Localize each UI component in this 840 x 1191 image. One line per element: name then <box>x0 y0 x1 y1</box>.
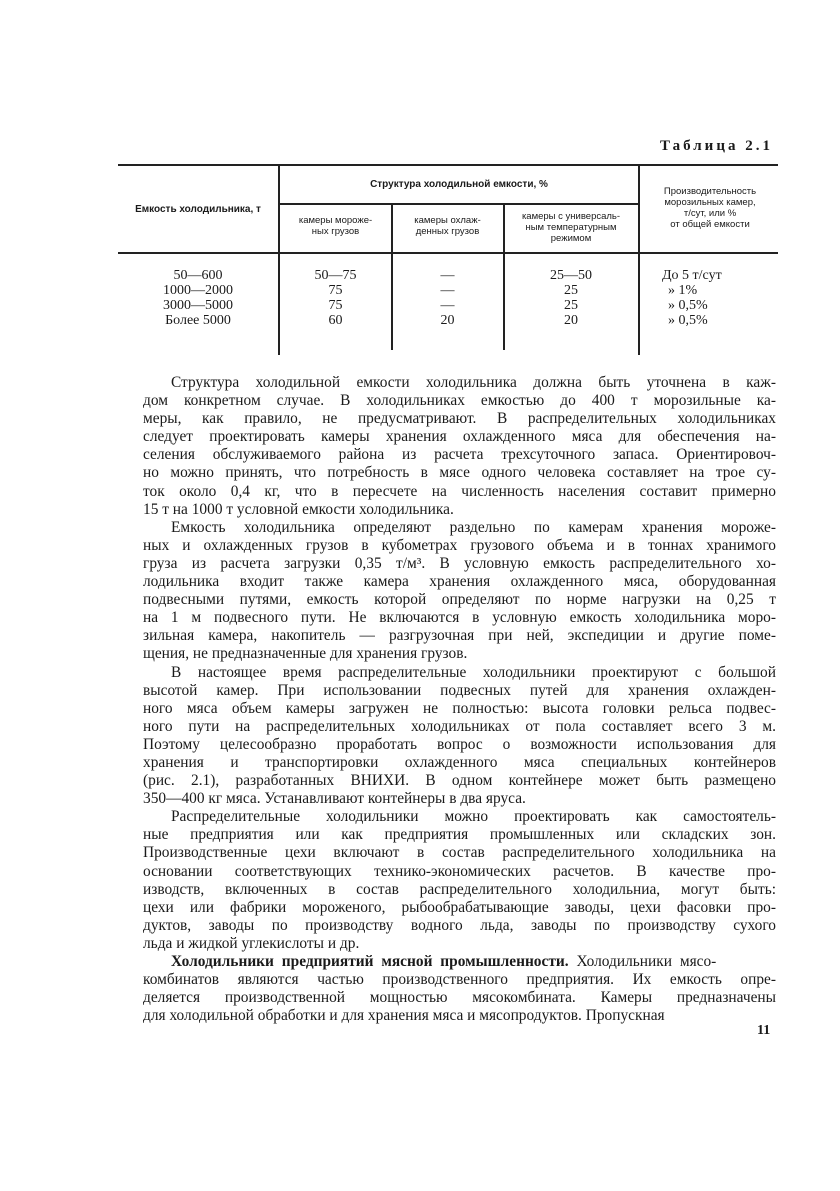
table-top-rule <box>118 164 778 166</box>
cell-chilled: — <box>440 298 455 313</box>
cell-universal: 25 <box>564 283 578 298</box>
paragraph <box>143 374 776 519</box>
text-line: ные предприятия или как предприятия промышленных или складских зон. <box>143 826 776 844</box>
cell-productivity: » 0,5% <box>668 298 708 313</box>
cell-universal: 25 <box>564 298 578 313</box>
text-line: высотой камер. При использовании подвесных путей для хранения охлажден- <box>143 681 776 699</box>
cell-frozen: 75 <box>328 283 343 298</box>
header-universal: камеры с универсаль- ным температурным режимом <box>521 211 621 244</box>
cell-capacity: 1000—2000 <box>163 283 233 298</box>
table-row <box>118 268 780 283</box>
text-line: льда и жидкой углекислоты и др. <box>143 934 360 952</box>
text-line: Структура холодильной емкости холодильника должна быть уточнена в каж- <box>171 374 776 391</box>
text-line: ного пути на распределительных холодильниках от пола составляет всего 3 м. <box>143 717 776 735</box>
paragraph <box>143 664 776 809</box>
text-line: комбинатов являются частью производственного предприятия. Их емкость опре- <box>143 971 776 989</box>
text-line: груза из расчета загрузки 0,35 т/м³. В условную емкость распределительного хо- <box>143 554 776 572</box>
paragraph <box>143 519 776 664</box>
body-text <box>143 374 776 1025</box>
text-line: подвесными путями, емкость которой определяют по норме нагрузки на 0,25 т <box>143 591 776 609</box>
header-capacity: Емкость холодильника, т <box>135 204 261 215</box>
text-line: меры, как правило, не предусматривают. В распределительных холодильниках <box>143 410 776 428</box>
cell-chilled: 20 <box>440 313 455 328</box>
text-line: на 1 м подвесного пути. Не включаются в условную емкость холодильника моро- <box>143 609 776 627</box>
text-line: но можно принять, что потребность в мясе одного человека составляет на трое су- <box>143 464 776 482</box>
text-line: лодильника входит также камера хранения охлажденного мяса, оборудованная <box>143 573 776 591</box>
text-line: Распределительные холодильники можно проектировать как самостоятель- <box>171 808 776 826</box>
cell-capacity: 3000—5000 <box>163 298 233 313</box>
text-run: Холодильники мясо- <box>568 953 717 970</box>
cell-capacity: 50—600 <box>173 268 223 283</box>
text-line: щения, не предназначенные для хранения грузов. <box>143 645 468 663</box>
text-line: ток около 0,4 кг, что в пересчете на численность населения составит примерно <box>143 482 776 500</box>
text-line: 350—400 кг мяса. Устанавливают контейнеры в два яруса. <box>143 790 526 808</box>
text-line: (рис. 2.1), разработанных ВНИХИ. В одном контейнере может быть размещено <box>143 772 776 790</box>
text-line: Поэтому целесообразно проработать вопрос о возможности использования для <box>143 735 776 753</box>
text-line: деляется производственной мощностью мясокомбината. Камеры предназначены <box>143 989 776 1007</box>
table-body <box>118 268 780 328</box>
cell-universal: 25—50 <box>550 268 592 283</box>
text-line: ных и охлажденных грузов в кубометрах грузового объема и в тоннах хранимого <box>143 536 776 554</box>
text-line: Емкость холодильника определяют раздельно по камерам хранения мороже- <box>171 518 776 536</box>
text-line: ного мяса объем камеры загружен не полностью: высота головки рельса подвес- <box>143 699 776 717</box>
text-line: основании соответствующих технико-экономических расчетов. В качестве про- <box>143 862 776 880</box>
text-line: изводств, включенных в состав распределительного холодильниа, могут быть: <box>143 880 776 898</box>
cell-frozen: 60 <box>328 313 343 328</box>
header-structure: Структура холодильной емкости, % <box>370 179 548 190</box>
text-line: следует проектировать камеры хранения охлажденного мяса для обеспечения на- <box>143 428 776 446</box>
header-productivity: Производительность морозильных камер, т/сут, или % от общей емкости <box>663 186 757 230</box>
text-line: В настоящее время распределительные холодильники проектируют с большой <box>171 663 776 681</box>
table-row <box>118 283 780 298</box>
table-caption: Таблица 2.1 <box>660 138 773 154</box>
cell-productivity: До 5 т/сут <box>662 268 722 283</box>
text-line <box>143 953 776 971</box>
paragraph <box>143 953 776 1025</box>
cell-universal: 20 <box>564 313 578 328</box>
paragraph <box>143 808 776 953</box>
page-number: 11 <box>757 1023 771 1038</box>
cell-frozen: 75 <box>328 298 343 313</box>
cell-productivity: » 1% <box>668 283 698 298</box>
text-line: дуктов, заводы по производству водного льда, заводы по производству сухого <box>143 916 776 934</box>
text-line: для холодильной обработки и для хранения мяса и мясопродуктов. Пропускная <box>143 1007 665 1025</box>
paragraph-heading: Холодильники предприятий мясной промышленности. <box>171 953 569 970</box>
cell-productivity: » 0,5% <box>668 313 708 328</box>
table-row <box>118 313 780 328</box>
text-line: Производственные цехи включают в состав распределительного холодильника на <box>143 844 776 862</box>
cell-chilled: — <box>440 283 455 298</box>
cell-capacity: Более 5000 <box>165 313 231 328</box>
text-line: хранения и транспортировки охлажденного мяса специальных контейнеров <box>143 753 776 771</box>
text-line: дом конкретном случае. В холодильниках емкостью до 400 т морозильные ка- <box>143 392 776 410</box>
table-subheader-rule <box>280 203 638 205</box>
text-line: цехи или фабрики мороженого, рыбообрабатывающие заводы, цехи фасовки про- <box>143 898 776 916</box>
text-line: селения обслуживаемого района из расчета трехсуточного запаса. Ориентировоч- <box>143 446 776 464</box>
cell-chilled: — <box>440 268 455 283</box>
text-line: зильная камера, накопитель — разгрузочная при ней, экспедиции и другие поме- <box>143 627 776 645</box>
table-header-rule <box>118 252 778 254</box>
header-frozen: камеры мороже- ных грузов <box>298 215 373 237</box>
table-row <box>118 298 780 313</box>
cell-frozen: 50—75 <box>314 268 357 283</box>
text-line: 15 т на 1000 т условной емкости холодильника. <box>143 500 454 518</box>
header-chilled: камеры охлаж- денных грузов <box>414 215 481 237</box>
